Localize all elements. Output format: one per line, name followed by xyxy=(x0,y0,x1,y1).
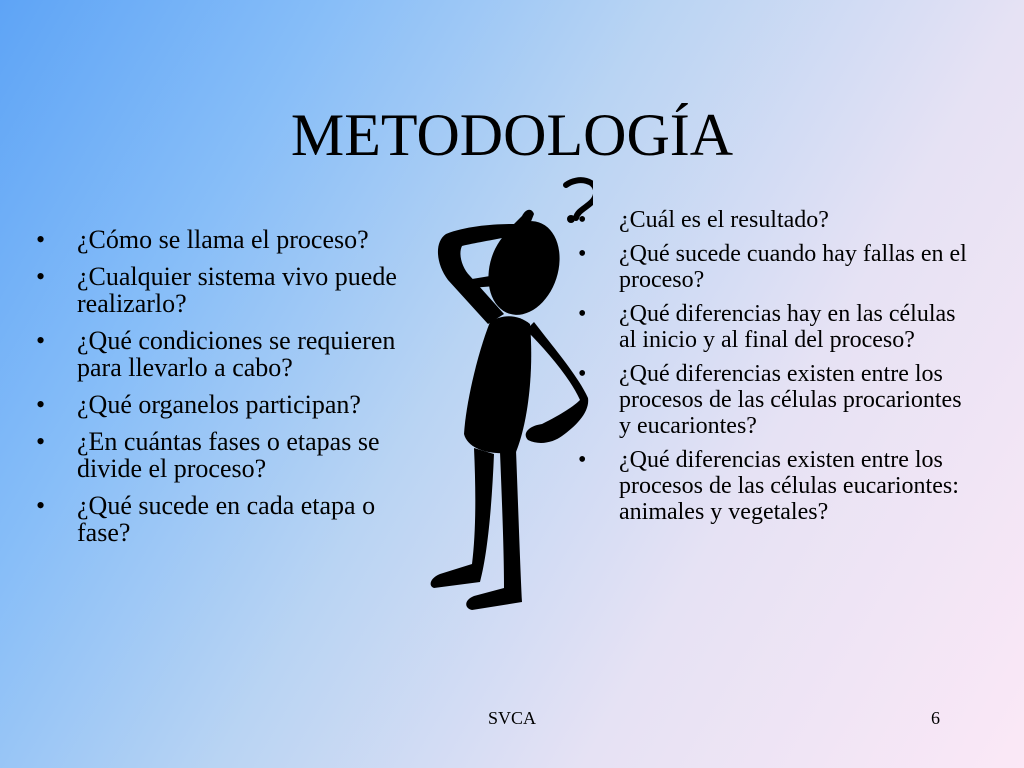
slide-title: METODOLOGÍA xyxy=(290,102,734,168)
footer-text: SVCA xyxy=(487,708,536,728)
right-bullet-list xyxy=(578,207,970,533)
right-leg xyxy=(466,450,522,610)
bullet-item: • ¿Qué diferencias existen entre los procesos de las células eucariontes: animales y vegetales? xyxy=(578,447,970,525)
bullet-item: • ¿Cómo se llama el proceso? xyxy=(36,226,428,253)
bullet-item: • ¿En cuántas fases o etapas se divide el proceso? xyxy=(36,428,428,482)
torso xyxy=(464,316,531,453)
bullet-item: • ¿Qué diferencias hay en las células al inicio y al final del proceso? xyxy=(578,301,970,353)
bullet-item: • ¿Qué organelos participan? xyxy=(36,391,428,418)
page-number: 6 xyxy=(931,708,940,728)
bullet-item: • ¿Qué diferencias existen entre los procesos de las células procariontes y eucariontes? xyxy=(578,361,970,439)
bullet-item: • ¿Qué sucede cuando hay fallas en el proceso? xyxy=(578,241,970,293)
bullet-item: • ¿Qué sucede en cada etapa o fase? xyxy=(36,492,428,546)
thinking-person-clipart xyxy=(418,172,593,617)
bullet-item: • ¿Cuál es el resultado? xyxy=(578,207,970,233)
bullet-item: • ¿Qué condiciones se requieren para llevarlo a cabo? xyxy=(36,327,428,381)
left-leg xyxy=(431,448,494,588)
left-bullet-list xyxy=(36,226,428,556)
bullet-item: • ¿Cualquier sistema vivo puede realizarlo? xyxy=(36,263,428,317)
